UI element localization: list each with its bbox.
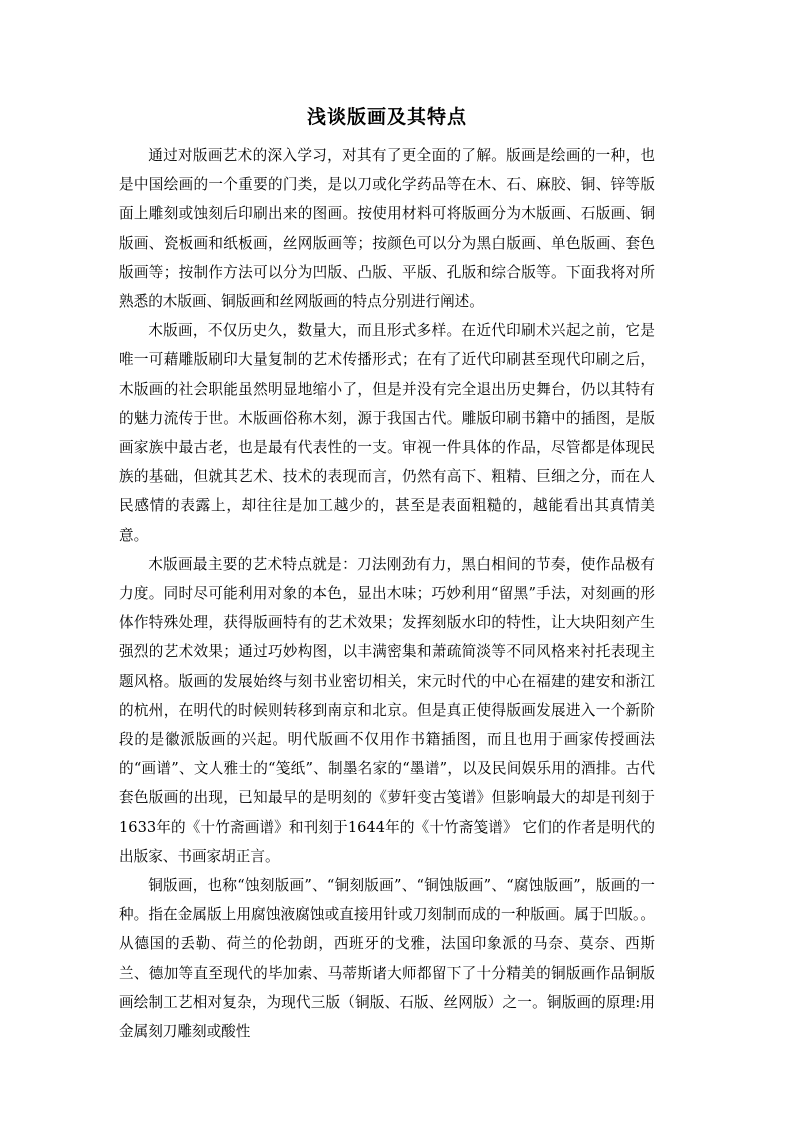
paragraph-intro: 通过对版画艺术的深入学习，对其有了更全面的了解。版画是绘画的一种，也是中国绘画的一个重要的门类，是以刀或化学药品等在木、石、麻胶、铜、锌等版面上雕刻或蚀刻后印刷出来的图画。按使用材料可将版画分为木版画、石版画、铜版画、瓷板画和纸板画，丝网版画等；按颜色可以分为黑白版画、单色版画、套色版画等；按制作方法可以分为凹版、凸版、平版、孔版和综合版等。下面我将对所熟悉的木版画、铜版画和丝网版画的特点分别进行阐述。 (119, 147, 655, 311)
document-title: 浅谈版画及其特点 (306, 106, 467, 128)
document-page (119, 103, 655, 1046)
paragraph-woodcut-history: 木版画，不仅历史久，数量大，而且形式多样。在近代印刷术兴起之前，它是唯一可藉雕版刷印大量复制的艺术传播形式；在有了近代印刷甚至现代印刷之后，木版画的社会职能虽然明显地缩小了，但是并没有完全退出历史舞台，仍以其特有的魅力流传于世。木版画俗称木刻，源于我国古代。雕版印刷书籍中的插图，是版画家族中最古老，也是最有代表性的一支。审视一件具体的作品，尽管都是体现民族的基础，但就其艺术、技术的表现而言，仍然有高下、粗精、巨细之分，而在人民感情的表露上，却往往是加工越少的，甚至是表面粗糙的，越能看出其真情美意。 (119, 322, 655, 544)
paragraph-copperplate: 铜版画，也称“蚀刻版画”、“铜刻版画”、“铜蚀版画”、“腐蚀版画”，版画的一种。指在金属版上用腐蚀液腐蚀或直接用针或刀刻制而成的一种版画。属于凹版。。从德国的丢勒、荷兰的伦勃朗，西班牙的戈雅，法国印象派的马奈、莫奈、西斯兰、德加等直至现代的毕加索、马蒂斯诸大师都留下了十分精美的铜版画作品铜版画绘制工艺相对复杂，为现代三版（铜版、石版、丝网版）之一。铜版画的原理:用金属刻刀雕刻或酸性 (119, 877, 655, 1041)
paragraph-woodcut-features: 木版画最主要的艺术特点就是：刀法刚劲有力，黑白相间的节奏，使作品极有力度。同时尽可能利用对象的本色，显出木味；巧妙利用“留黑”手法，对刻画的形体作特殊处理，获得版画特有的艺术效果；发挥刻版水印的特性，让大块阳刻产生强烈的艺术效果；通过巧妙构图，以丰满密集和萧疏简淡等不同风格来衬托表现主题风格。版画的发展始终与刻书业密切相关，宋元时代的中心在福建的建安和浙江的杭州，在明代的时候则转移到南京和北京。但是真正使得版画发展进入一个新阶段的是徽派版画的兴起。明代版画不仅用作书籍插图，而且也用于画家传授画法的“画谱”、文人雅士的“笺纸”、制墨名家的“墨谱”，以及民间娱乐用的酒排。古代套色版画的出现，已知最早的是明刻的《萝轩变古笺谱》但影响最大的却是刊刻于1633年的《十竹斋画谱》和刊刻于1644年的《十竹斋笺谱》 它们的作者是明代的出版家、书画家胡正言。 (119, 555, 655, 865)
